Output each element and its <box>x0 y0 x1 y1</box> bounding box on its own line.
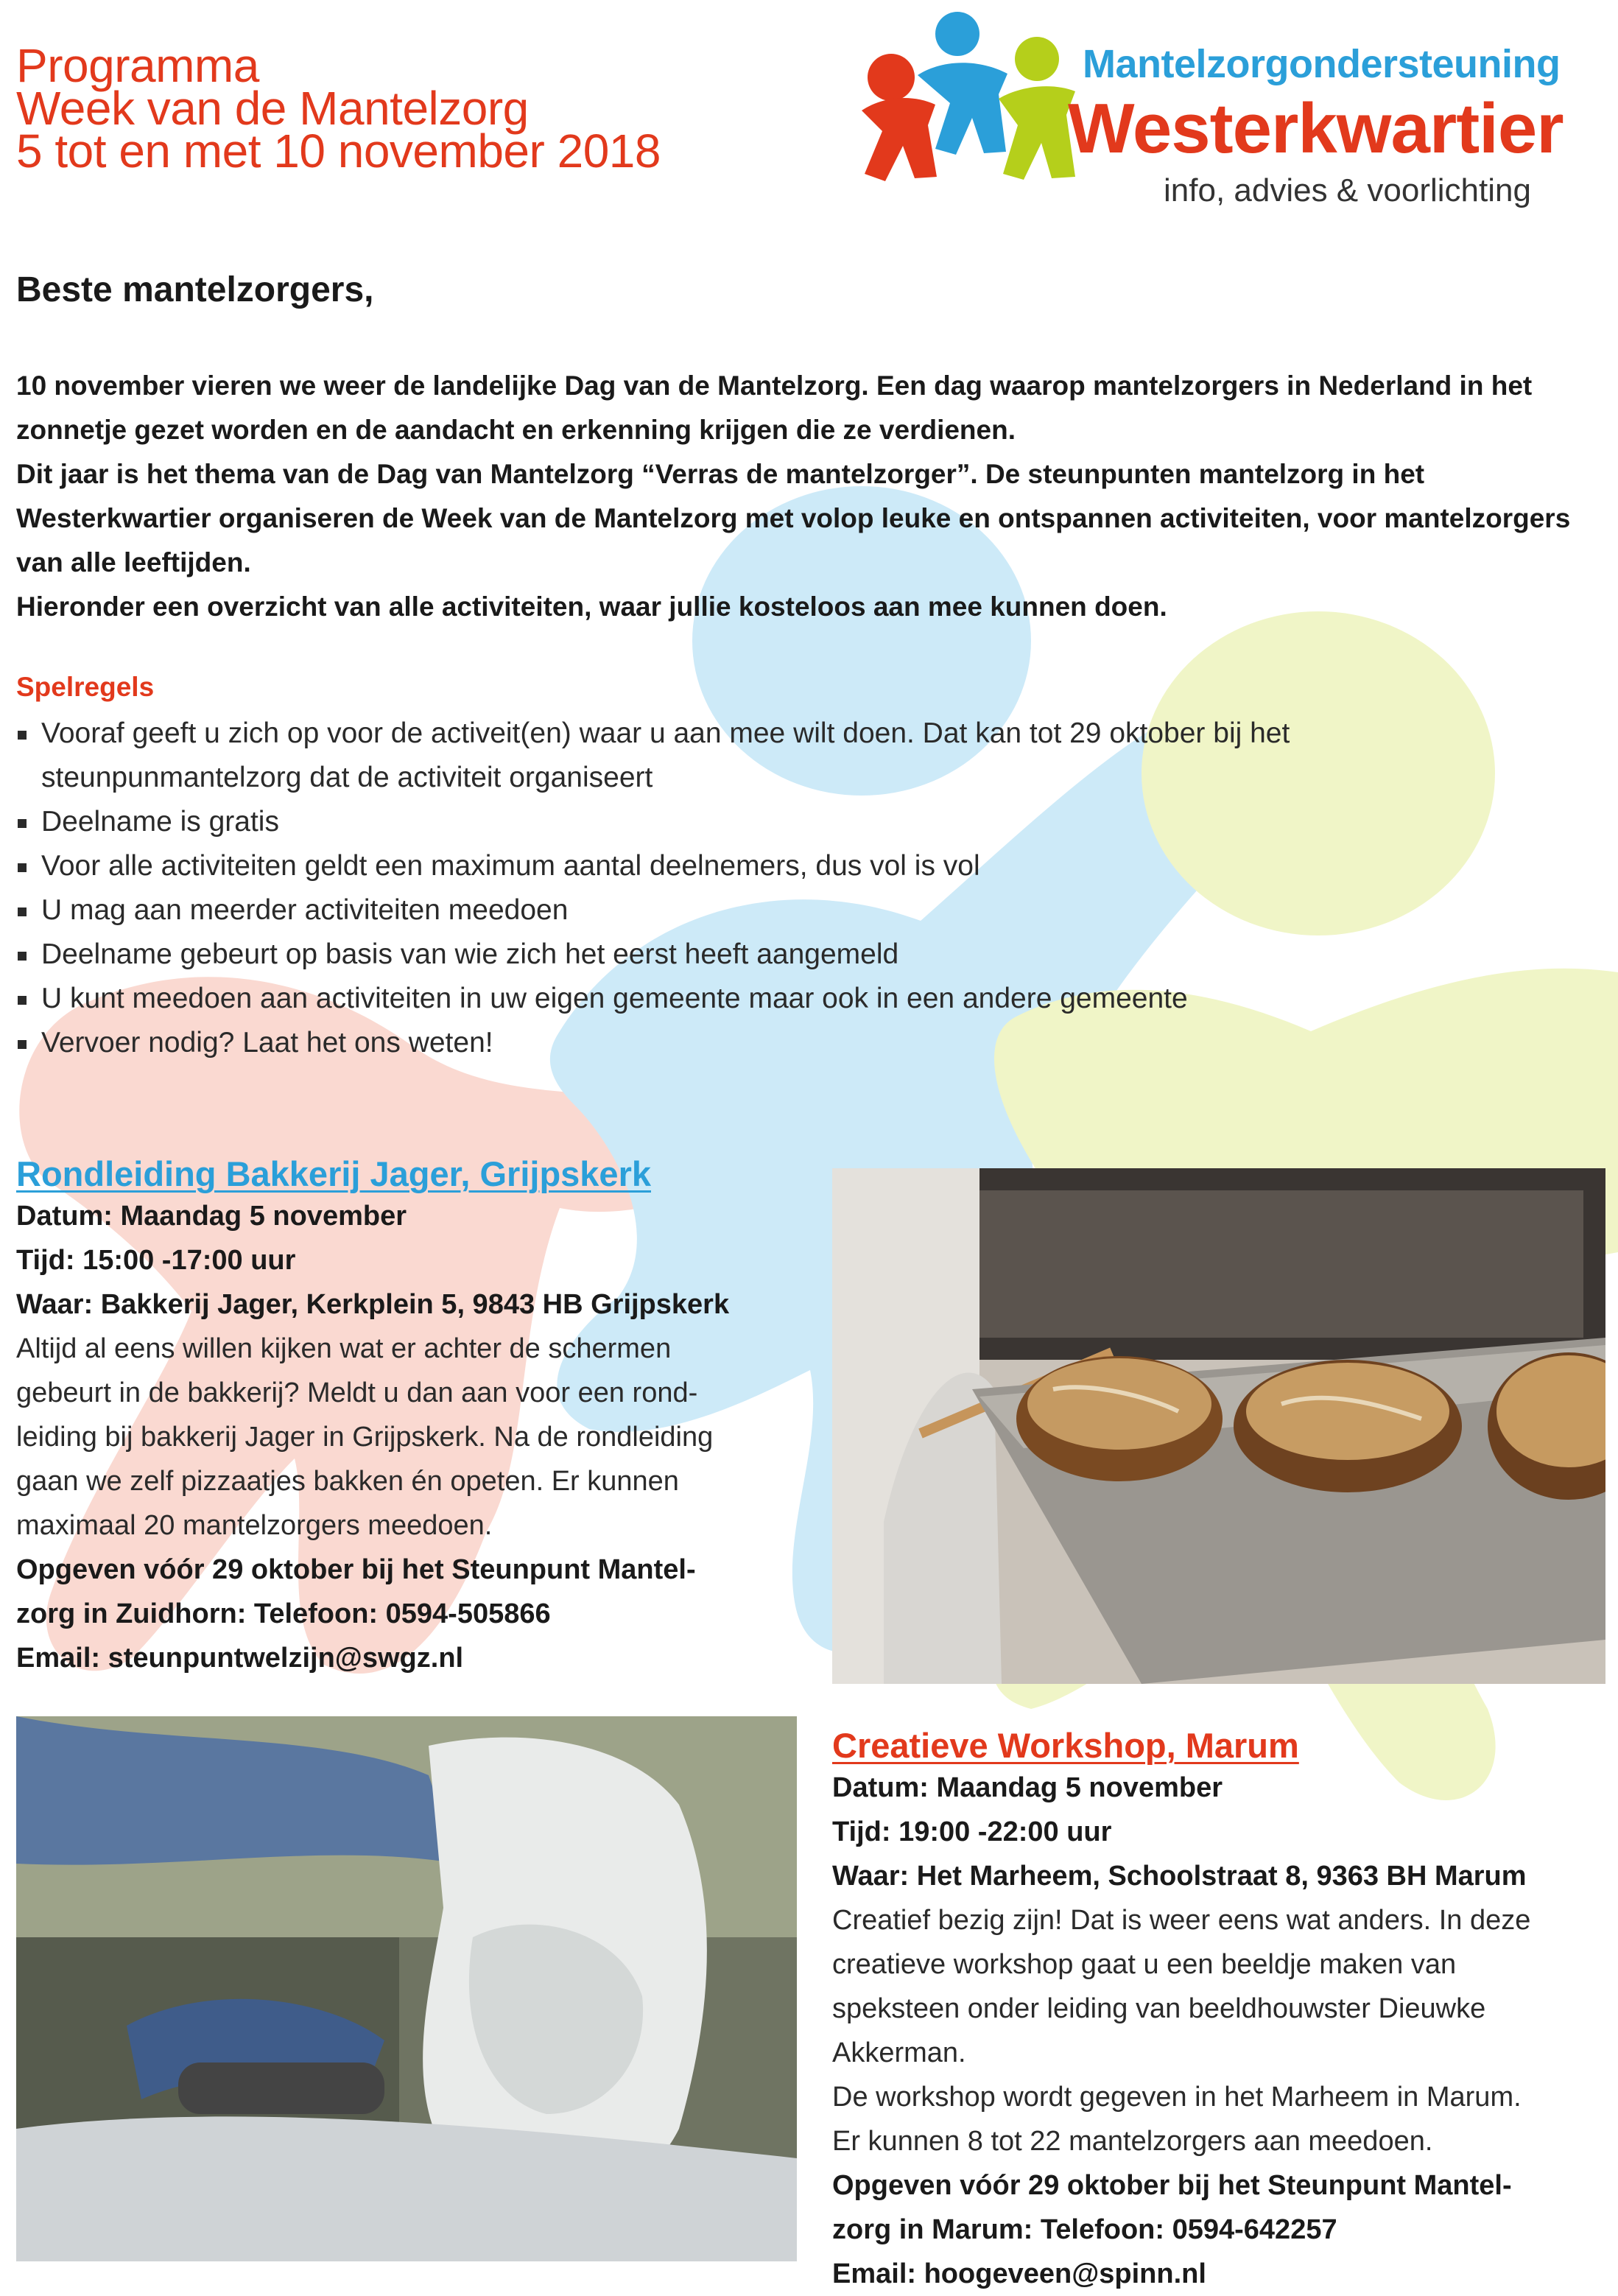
activity-location: Waar: Bakkerij Jager, Kerkplein 5, 9843 HB Grijpskerk <box>16 1289 730 1320</box>
rules-list-item: Deelname is gratis <box>16 800 1489 844</box>
intro-paragraph-1: 10 november vieren we weer de landelijke Dag van de Mantelzorg. Een dag waarop mantelzorgers in Nederland in het zonnetje gezet worden en de aandacht en erkenning krijgen die ze verdienen. <box>16 371 1533 445</box>
rules-list-item: Vooraf geeft u zich op voor de activeit(en) waar u aan mee wilt doen. Dat kan tot 29 oktober bij het steunpunmantelzorg dat de activiteit organiseert <box>16 712 1489 800</box>
activity-description-line: De workshop wordt gegeven in het Marheem in Marum. <box>832 2082 1522 2113</box>
activity-signup-line: zorg in Marum: Telefoon: 0594-642257 <box>832 2214 1337 2245</box>
intro-paragraph-3: Hieronder een overzicht van alle activiteiten, waar jullie kosteloos aan mee kunnen doen. <box>16 591 1167 622</box>
workshop-photo <box>16 1716 797 2261</box>
activity-signup-email: Email: hoogeveen@spinn.nl <box>832 2258 1206 2289</box>
bakery-bread-image <box>832 1168 1605 1684</box>
logo-brand-top: Mantelzorgondersteuning <box>1083 42 1561 86</box>
activity-description-line: Creatief bezig zijn! Dat is weer eens wat anders. In deze <box>832 1905 1531 1936</box>
activity-title-workshop[interactable]: Creatieve Workshop, Marum <box>832 1726 1299 1765</box>
rules-list-item: Vervoer nodig? Laat het ons weten! <box>16 1021 1489 1065</box>
activity-description-line: leiding bij bakkerij Jager in Grijpskerk. Na de rondleiding <box>16 1422 714 1453</box>
program-title-line-2: Week van de Mantelzorg <box>16 82 529 135</box>
program-title-line-3: 5 tot en met 10 november 2018 <box>16 124 661 178</box>
activity-description-line: Altijd al eens willen kijken wat er achter de schermen <box>16 1333 672 1364</box>
activity-details-bakery <box>16 1194 812 1680</box>
activity-date: Datum: Maandag 5 november <box>832 1772 1223 1803</box>
activity-title-bakery[interactable]: Rondleiding Bakkerij Jager, Grijpskerk <box>16 1154 651 1193</box>
activity-description-line: gaan we zelf pizzaatjes bakken én opeten. Er kunnen <box>16 1466 679 1497</box>
logo-brand-main: Westerkwartier <box>1068 89 1564 168</box>
activity-description-line: speksteen onder leiding van beeldhouwster Dieuwke <box>832 1993 1486 2024</box>
rules-list-item: Deelname gebeurt op basis van wie zich het eerst heeft aangemeld <box>16 933 1489 977</box>
activity-description-line: Akkerman. <box>832 2037 966 2068</box>
activity-time: Tijd: 15:00 -17:00 uur <box>16 1245 296 1276</box>
activity-date: Datum: Maandag 5 november <box>16 1201 407 1232</box>
rules-heading: Spelregels <box>16 672 155 702</box>
logo-figures-icon <box>854 7 1090 184</box>
activity-signup-line: zorg in Zuidhorn: Telefoon: 0594-505866 <box>16 1598 551 1629</box>
activity-workshop <box>832 1725 1613 2296</box>
activity-signup-line: Opgeven vóór 29 oktober bij het Steunpunt Mantel- <box>16 1554 696 1585</box>
greeting: Beste mantelzorgers, <box>16 270 374 309</box>
activity-time: Tijd: 19:00 -22:00 uur <box>832 1816 1112 1847</box>
activity-description-line: gebeurt in de bakkerij? Meldt u dan aan voor een rond- <box>16 1377 698 1408</box>
rules-list <box>16 712 1489 1065</box>
rules-list-item: U kunt meedoen aan activiteiten in uw eigen gemeente maar ook in een andere gemeente <box>16 977 1489 1021</box>
soapstone-sculpting-image <box>16 1716 797 2261</box>
activity-location: Waar: Het Marheem, Schoolstraat 8, 9363 BH Marum <box>832 1861 1527 1892</box>
activity-signup-email: Email: steunpuntwelzijn@swgz.nl <box>16 1643 464 1674</box>
organization-logo <box>854 7 1605 206</box>
bakery-photo <box>832 1168 1605 1684</box>
rules-list-item: Voor alle activiteiten geldt een maximum aantal deelnemers, dus vol is vol <box>16 844 1489 888</box>
activity-description-line: Er kunnen 8 tot 22 mantelzorgers aan meedoen. <box>832 2126 1433 2157</box>
activity-description-line: maximaal 20 mantelzorgers meedoen. <box>16 1510 493 1541</box>
program-title <box>16 39 661 178</box>
program-title-line-1: Programma <box>16 39 259 92</box>
intro-paragraph-2: Dit jaar is het thema van de Dag van Mantelzorg “Verras de mantelzorger”. De steunpunten mantelzorg in het Westerkwartier organiseren de Week van de Mantelzorg met volop leuke en ontspannen activiteiten, voor mantelzorgers van alle leeftijden. <box>16 459 1571 577</box>
activity-description-line: creatieve workshop gaat u een beeldje maken van <box>832 1949 1457 1980</box>
logo-brand-sub: info, advies & voorlichting <box>1164 172 1531 208</box>
rules-list-item: U mag aan meerder activiteiten meedoen <box>16 888 1489 933</box>
activity-signup-line: Opgeven vóór 29 oktober bij het Steunpunt Mantel- <box>832 2170 1512 2201</box>
intro-text <box>16 364 1600 629</box>
activity-details-workshop <box>832 1766 1613 2296</box>
activity-bakery <box>16 1154 812 1680</box>
